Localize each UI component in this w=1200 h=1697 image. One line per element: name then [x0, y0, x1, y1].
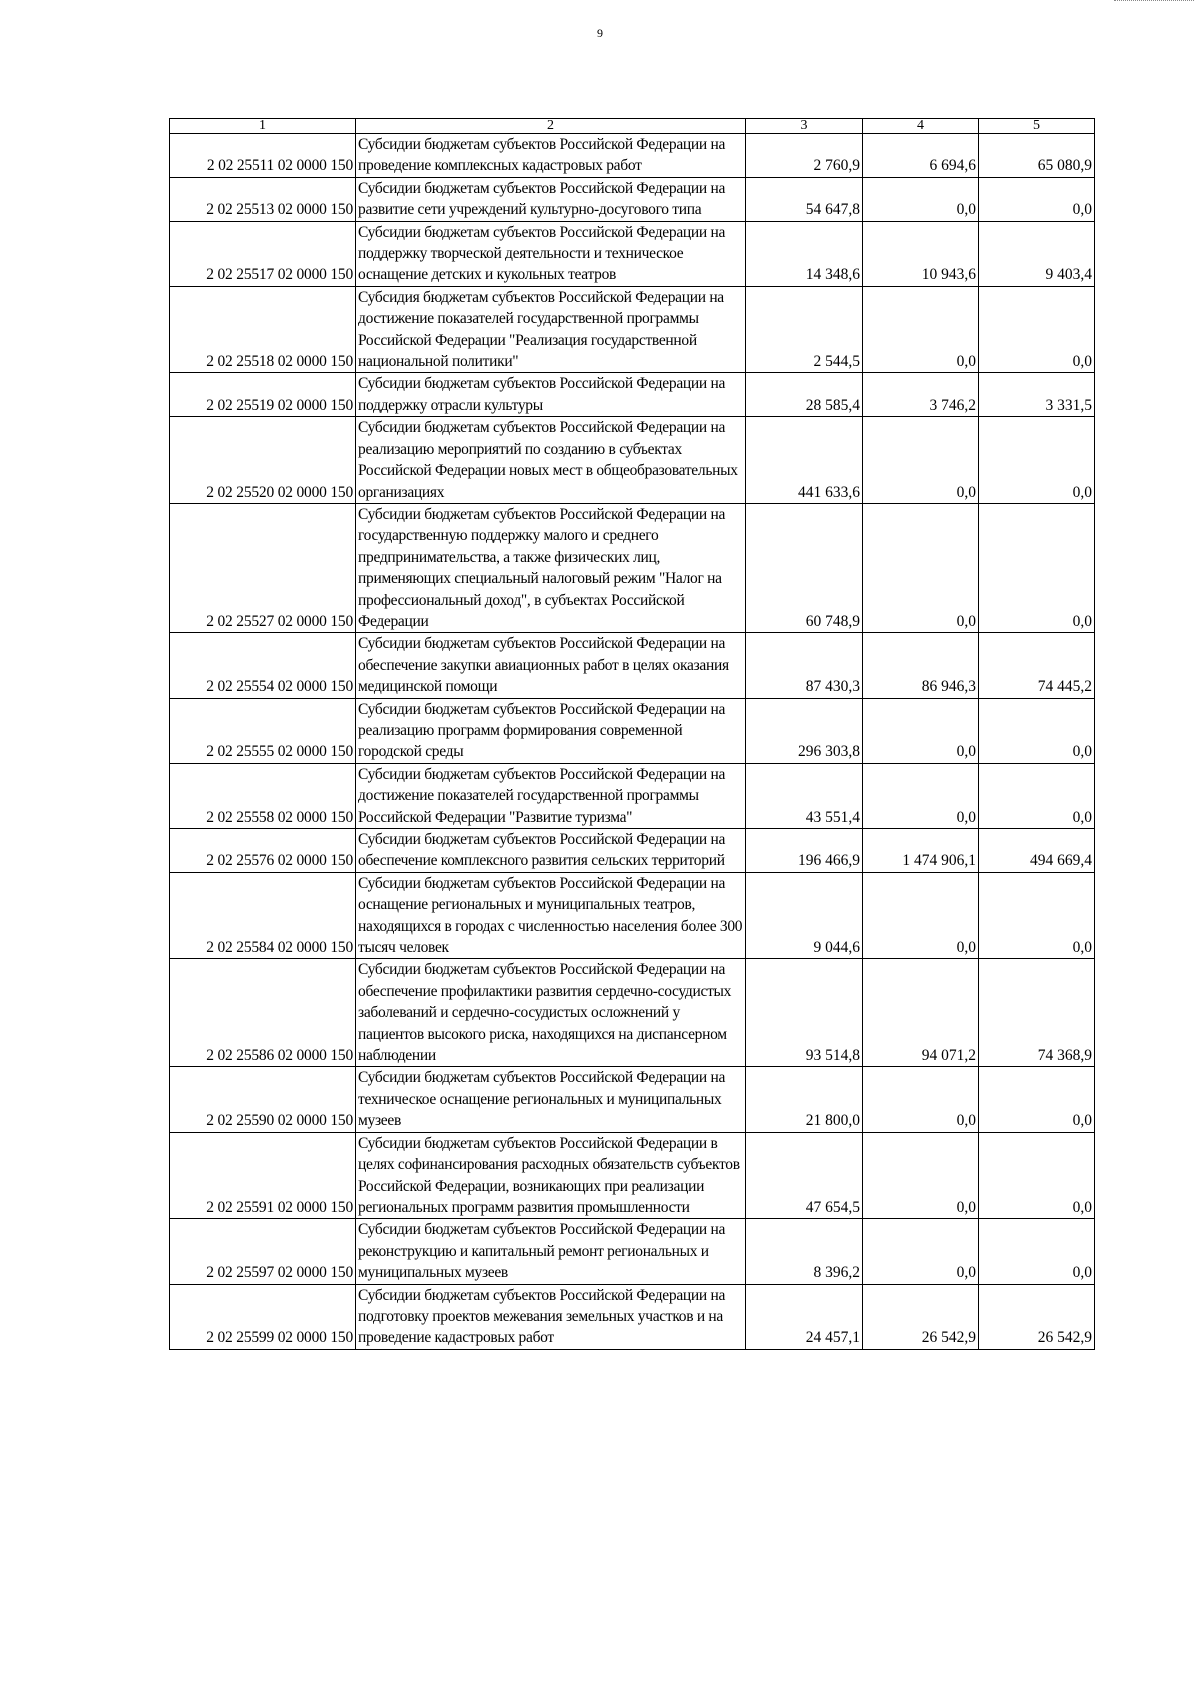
value-col-5-cell: 494 669,4 [979, 829, 1095, 873]
value-col-5-cell: 0,0 [979, 1219, 1095, 1284]
budget-code-cell: 2 02 25517 02 0000 150 [170, 221, 356, 286]
value-col-4-cell: 86 946,3 [863, 633, 979, 698]
description-cell: Субсидия бюджетам субъектов Российской Федерации на достижение показателей государственной программы Российской Федерации "Реализация государственной национальной политики" [356, 286, 746, 373]
table-row [170, 1219, 1095, 1284]
budget-code-cell: 2 02 25518 02 0000 150 [170, 286, 356, 373]
budget-code-cell: 2 02 25591 02 0000 150 [170, 1132, 356, 1219]
value-col-3-cell: 14 348,6 [746, 221, 863, 286]
value-col-5-cell: 26 542,9 [979, 1284, 1095, 1349]
value-col-3-cell: 43 551,4 [746, 763, 863, 828]
description-cell: Субсидии бюджетам субъектов Российской Федерации на реализацию программ формирования современной городской среды [356, 698, 746, 763]
value-col-3-cell: 54 647,8 [746, 177, 863, 221]
value-col-5-cell: 74 445,2 [979, 633, 1095, 698]
header-row [170, 119, 1095, 134]
value-col-4-cell: 94 071,2 [863, 959, 979, 1067]
budget-code-cell: 2 02 25520 02 0000 150 [170, 417, 356, 504]
value-col-4-cell: 0,0 [863, 763, 979, 828]
budget-code-cell: 2 02 25527 02 0000 150 [170, 503, 356, 632]
header-col-3: 3 [746, 119, 863, 134]
value-col-3-cell: 24 457,1 [746, 1284, 863, 1349]
value-col-4-cell: 0,0 [863, 872, 979, 959]
value-col-4-cell: 10 943,6 [863, 221, 979, 286]
table-body [170, 134, 1095, 1350]
value-col-3-cell: 28 585,4 [746, 373, 863, 417]
value-col-3-cell: 87 430,3 [746, 633, 863, 698]
description-cell: Субсидии бюджетам субъектов Российской Федерации на техническое оснащение региональных и муниципальных музеев [356, 1067, 746, 1132]
value-col-5-cell: 0,0 [979, 1067, 1095, 1132]
table-row [170, 373, 1095, 417]
description-cell: Субсидии бюджетам субъектов Российской Федерации на проведение комплексных кадастровых работ [356, 134, 746, 178]
table-row [170, 829, 1095, 873]
value-col-5-cell: 0,0 [979, 872, 1095, 959]
description-cell: Субсидии бюджетам субъектов Российской Федерации на развитие сети учреждений культурно-досугового типа [356, 177, 746, 221]
value-col-5-cell: 0,0 [979, 763, 1095, 828]
value-col-5-cell: 9 403,4 [979, 221, 1095, 286]
value-col-5-cell: 65 080,9 [979, 134, 1095, 178]
table-row [170, 698, 1095, 763]
value-col-5-cell: 0,0 [979, 286, 1095, 373]
table-row [170, 633, 1095, 698]
budget-code-cell: 2 02 25599 02 0000 150 [170, 1284, 356, 1349]
description-cell: Субсидии бюджетам субъектов Российской Федерации на оснащение региональных и муниципальных театров, находящихся в городах с численностью населения более 300 тысяч человек [356, 872, 746, 959]
description-cell: Субсидии бюджетам субъектов Российской Федерации на обеспечение закупки авиационных работ в целях оказания медицинской помощи [356, 633, 746, 698]
budget-code-cell: 2 02 25584 02 0000 150 [170, 872, 356, 959]
budget-code-cell: 2 02 25597 02 0000 150 [170, 1219, 356, 1284]
value-col-3-cell: 93 514,8 [746, 959, 863, 1067]
table-row [170, 221, 1095, 286]
budget-code-cell: 2 02 25576 02 0000 150 [170, 829, 356, 873]
budget-code-cell: 2 02 25513 02 0000 150 [170, 177, 356, 221]
value-col-3-cell: 196 466,9 [746, 829, 863, 873]
header-col-1: 1 [170, 119, 356, 134]
value-col-4-cell: 0,0 [863, 503, 979, 632]
budget-code-cell: 2 02 25558 02 0000 150 [170, 763, 356, 828]
table-row [170, 286, 1095, 373]
value-col-5-cell: 0,0 [979, 177, 1095, 221]
value-col-3-cell: 8 396,2 [746, 1219, 863, 1284]
value-col-5-cell: 0,0 [979, 503, 1095, 632]
table-row [170, 872, 1095, 959]
table-row [170, 1067, 1095, 1132]
value-col-3-cell: 21 800,0 [746, 1067, 863, 1132]
description-cell: Субсидии бюджетам субъектов Российской Федерации на поддержку отрасли культуры [356, 373, 746, 417]
value-col-4-cell: 0,0 [863, 1132, 979, 1219]
value-col-4-cell: 0,0 [863, 1219, 979, 1284]
budget-code-cell: 2 02 25586 02 0000 150 [170, 959, 356, 1067]
value-col-4-cell: 0,0 [863, 698, 979, 763]
value-col-4-cell: 0,0 [863, 1067, 979, 1132]
budget-code-cell: 2 02 25519 02 0000 150 [170, 373, 356, 417]
value-col-3-cell: 60 748,9 [746, 503, 863, 632]
table-row [170, 417, 1095, 504]
description-cell: Субсидии бюджетам субъектов Российской Федерации на обеспечение профилактики развития сердечно-сосудистых заболеваний и сердечно-сосудистых осложнений у пациентов высокого риска, находящихся на диспансерном наблюдении [356, 959, 746, 1067]
budget-code-cell: 2 02 25590 02 0000 150 [170, 1067, 356, 1132]
description-cell: Субсидии бюджетам субъектов Российской Федерации на государственную поддержку малого и среднего предпринимательства, а также физических лиц, применяющих специальный налоговый режим "Налог на профессиональный доход", в субъектах Российской Федерации [356, 503, 746, 632]
table-row [170, 177, 1095, 221]
value-col-3-cell: 441 633,6 [746, 417, 863, 504]
budget-table [169, 118, 1095, 1350]
value-col-4-cell: 0,0 [863, 286, 979, 373]
description-cell: Субсидии бюджетам субъектов Российской Федерации в целях софинансирования расходных обязательств субъектов Российской Федерации, возникающих при реализации региональных программ развития промышленности [356, 1132, 746, 1219]
value-col-3-cell: 2 544,5 [746, 286, 863, 373]
table-row [170, 1284, 1095, 1349]
table-row [170, 1132, 1095, 1219]
value-col-5-cell: 74 368,9 [979, 959, 1095, 1067]
value-col-4-cell: 0,0 [863, 177, 979, 221]
value-col-5-cell: 0,0 [979, 698, 1095, 763]
header-col-4: 4 [863, 119, 979, 134]
value-col-5-cell: 0,0 [979, 1132, 1095, 1219]
value-col-3-cell: 47 654,5 [746, 1132, 863, 1219]
table-row [170, 959, 1095, 1067]
value-col-4-cell: 6 694,6 [863, 134, 979, 178]
value-col-5-cell: 0,0 [979, 417, 1095, 504]
value-col-4-cell: 0,0 [863, 417, 979, 504]
description-cell: Субсидии бюджетам субъектов Российской Федерации на реализацию мероприятий по созданию в субъектах Российской Федерации новых мест в общеобразовательных организациях [356, 417, 746, 504]
table-row [170, 763, 1095, 828]
header-col-2: 2 [356, 119, 746, 134]
description-cell: Субсидии бюджетам субъектов Российской Федерации на реконструкцию и капитальный ремонт региональных и муниципальных музеев [356, 1219, 746, 1284]
page-number: 9 [597, 26, 603, 40]
description-cell: Субсидии бюджетам субъектов Российской Федерации на поддержку творческой деятельности и техническое оснащение детских и кукольных театров [356, 221, 746, 286]
value-col-3-cell: 9 044,6 [746, 872, 863, 959]
value-col-5-cell: 3 331,5 [979, 373, 1095, 417]
value-col-4-cell: 26 542,9 [863, 1284, 979, 1349]
header-col-5: 5 [979, 119, 1095, 134]
value-col-3-cell: 2 760,9 [746, 134, 863, 178]
budget-code-cell: 2 02 25555 02 0000 150 [170, 698, 356, 763]
value-col-3-cell: 296 303,8 [746, 698, 863, 763]
description-cell: Субсидии бюджетам субъектов Российской Федерации на обеспечение комплексного развития сельских территорий [356, 829, 746, 873]
value-col-4-cell: 1 474 906,1 [863, 829, 979, 873]
value-col-4-cell: 3 746,2 [863, 373, 979, 417]
corner-scan-mark [1114, 0, 1194, 7]
budget-code-cell: 2 02 25554 02 0000 150 [170, 633, 356, 698]
description-cell: Субсидии бюджетам субъектов Российской Федерации на достижение показателей государственной программы Российской Федерации "Развитие туризма" [356, 763, 746, 828]
table-row [170, 503, 1095, 632]
table-row [170, 134, 1095, 178]
budget-code-cell: 2 02 25511 02 0000 150 [170, 134, 356, 178]
description-cell: Субсидии бюджетам субъектов Российской Федерации на подготовку проектов межевания земельных участков и на проведение кадастровых работ [356, 1284, 746, 1349]
